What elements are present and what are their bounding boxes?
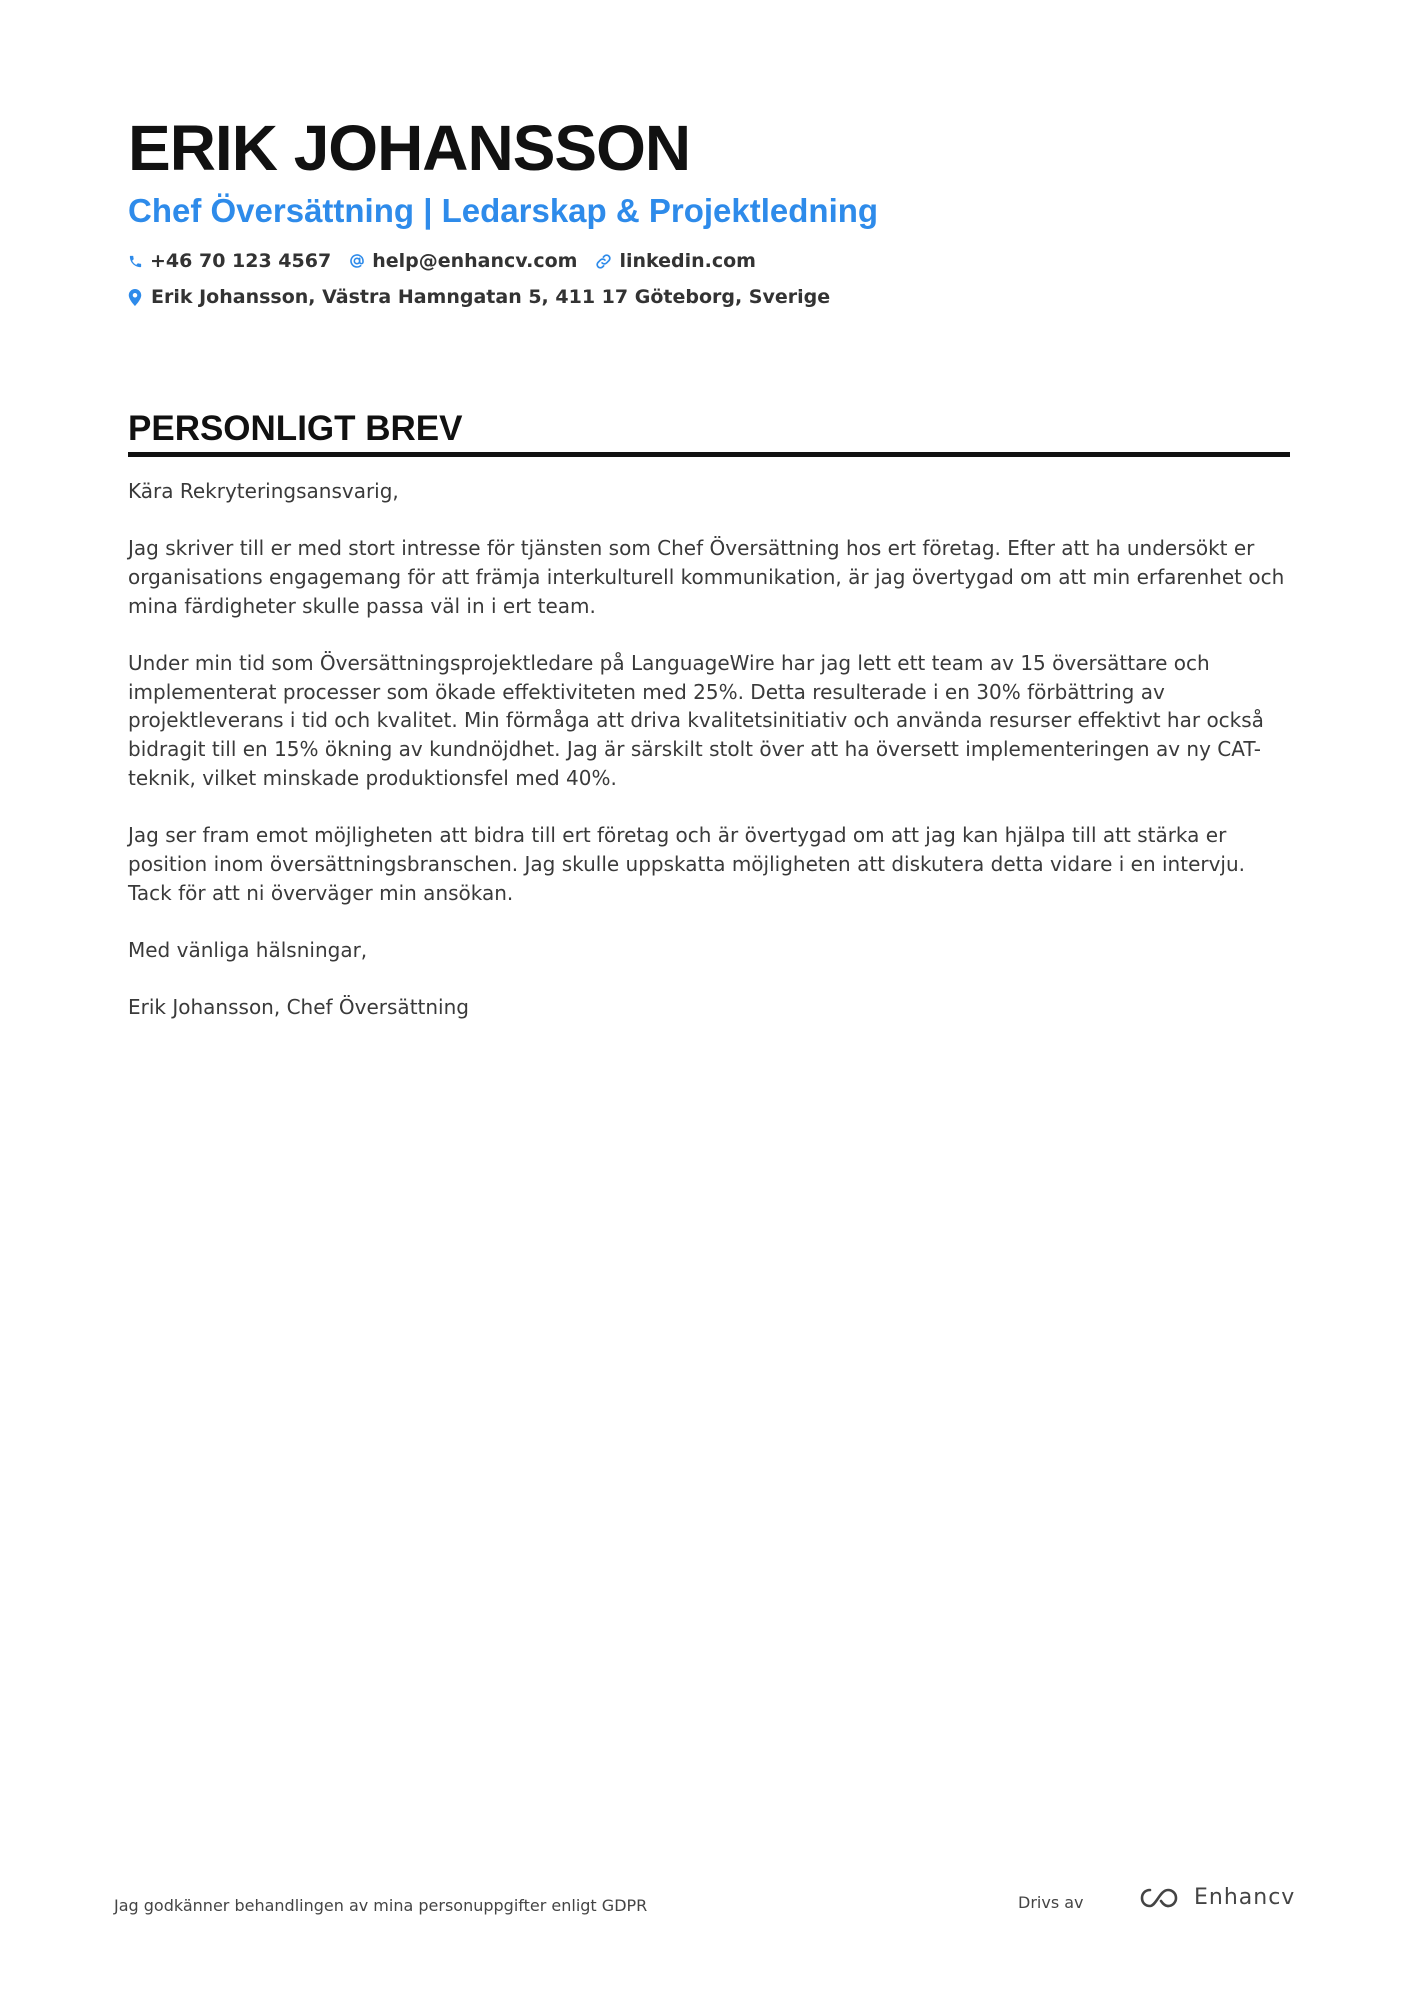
letter-closing: Med vänliga hälsningar, bbox=[128, 937, 368, 962]
link-icon bbox=[595, 253, 612, 270]
contact-location bbox=[128, 286, 1288, 308]
letter-body bbox=[128, 477, 1290, 1022]
candidate-title: Chef Översättning | Ledarskap & Projektledning bbox=[128, 192, 879, 229]
brand-wordmark: Enhancv bbox=[1194, 1885, 1296, 1910]
section-title: PERSONLIGT BREV bbox=[128, 409, 463, 448]
candidate-name: ERIK JOHANSSON bbox=[128, 112, 691, 184]
location-pin-icon bbox=[128, 289, 142, 306]
letter-paragraph: Jag skriver till er med stort intresse för tjänsten som Chef Översättning hos ert företag. Efter att ha undersökt er organisations engagemang för att främja interkulturell kommunikation, är jag övertygad om att min erfarenhet och mina färdigheter skulle passa väl in i ert team. bbox=[128, 536, 1285, 618]
enhancv-logo[interactable] bbox=[1138, 1885, 1295, 1910]
at-icon bbox=[349, 253, 365, 269]
link-text: linkedin.com bbox=[619, 250, 756, 272]
letter-greeting: Kära Rekryteringsansvarig, bbox=[128, 479, 399, 503]
powered-by-label: Drivs av bbox=[1018, 1893, 1084, 1912]
phone-text: +46 70 123 4567 bbox=[150, 250, 332, 272]
contact-row bbox=[128, 250, 1288, 272]
contact-phone[interactable] bbox=[128, 250, 331, 272]
letter-paragraph: Under min tid som Översättningsprojektledare på LanguageWire har jag lett ett team av 15 översättare och implementerat processer som ökade effektiviteten med 25%. Detta resulterade i en 30% förbättring av projektleverans i tid och kvalitet. Min förmåga att driva kvalitetsinitiativ och använda resurser effektivt har också bidragit till en 15% ökning av kundnöjdhet. Jag är särskilt stolt över att ha översett implementeringen av ny CAT-teknik, vilket minskade produktionsfel med 40%. bbox=[128, 651, 1264, 790]
infinity-logo-icon bbox=[1138, 1886, 1184, 1910]
letter-signature: Erik Johansson, Chef Översättning bbox=[128, 995, 469, 1020]
email-text: help@enhancv.com bbox=[372, 250, 578, 272]
letter-paragraph: Jag ser fram emot möjligheten att bidra till ert företag och är övertygad om att jag kan hjälpa till att stärka er position inom översättningsbranschen. Jag skulle uppskatta möjligheten att diskutera detta vidare i en intervju. Tack för att ni överväger min ansökan. bbox=[128, 823, 1246, 905]
location-text: Erik Johansson, Västra Hamngatan 5, 411 17 Göteborg, Sverige bbox=[151, 286, 831, 308]
cover-letter-section bbox=[128, 408, 1290, 1050]
section-divider bbox=[128, 452, 1290, 457]
resume-header bbox=[128, 108, 1288, 308]
phone-icon bbox=[128, 254, 143, 269]
contact-link[interactable] bbox=[595, 250, 756, 272]
contact-email[interactable] bbox=[349, 250, 577, 272]
gdpr-consent: Jag godkänner behandlingen av mina personuppgifter enligt GDPR bbox=[114, 1896, 648, 1915]
